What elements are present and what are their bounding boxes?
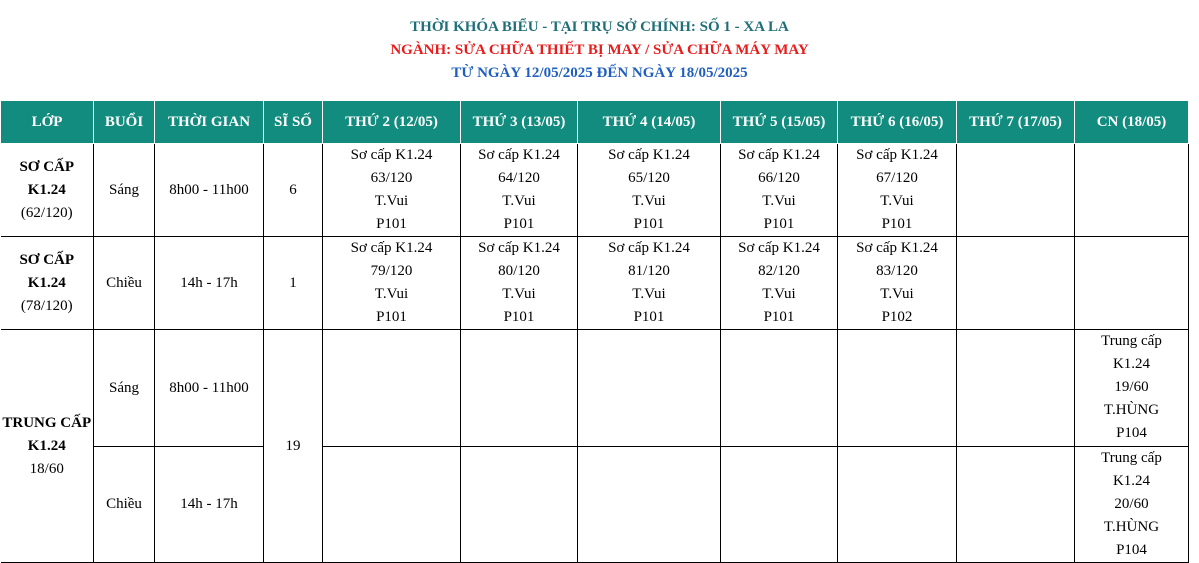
room: P104 — [1116, 542, 1147, 558]
room: P101 — [503, 309, 535, 325]
course-name: Sơ cấp K1.24 — [856, 240, 938, 256]
schedule-major: NGÀNH: SỬA CHỮA THIẾT BỊ MAY / SỬA CHỮA MÁY MAY — [390, 42, 809, 58]
class-count: (78/120) — [20, 297, 73, 314]
session-count: 79/120 — [370, 263, 413, 279]
teacher: T.Vui — [762, 193, 796, 209]
course-name: Trung cấp — [1101, 450, 1162, 466]
teacher: T.Vui — [880, 193, 914, 209]
col-header-sun: CN (18/05) — [1075, 101, 1189, 144]
teacher: T.Vui — [502, 193, 536, 209]
col-header-size: SĨ SỐ — [264, 101, 323, 144]
session-count: 81/120 — [628, 263, 670, 279]
room: P101 — [376, 309, 407, 325]
col-header-wed: THỨ 4 (14/05) — [578, 101, 721, 144]
day-cell-sat — [957, 330, 1075, 447]
table-row — [1, 447, 1189, 563]
day-cell-wed — [578, 330, 721, 447]
room: P101 — [376, 216, 407, 232]
header-row — [1, 101, 1189, 144]
teacher: T.Vui — [762, 286, 796, 302]
session-cell: Sáng — [94, 330, 155, 447]
size-cell: 1 — [264, 237, 323, 330]
room: P101 — [763, 309, 795, 325]
session-count: 83/120 — [876, 263, 918, 279]
day-cell-thu — [721, 144, 838, 237]
room: P101 — [881, 216, 913, 232]
day-cell-wed — [578, 447, 721, 563]
session-count: 63/120 — [370, 170, 413, 186]
day-cell-thu — [721, 237, 838, 330]
teacher: T.HÙNG — [1103, 519, 1160, 535]
course-name: Sơ cấp K1.24 — [856, 147, 938, 163]
day-cell-sun — [1075, 144, 1189, 237]
day-cell-wed — [578, 237, 721, 330]
class-name: SƠ CẤP K1.24 — [19, 158, 75, 198]
class-cell — [1, 330, 94, 563]
schedule-date-range: TỪ NGÀY 12/05/2025 ĐẾN NGÀY 18/05/2025 — [451, 65, 748, 81]
session-count: 82/120 — [758, 263, 800, 279]
session-count: 80/120 — [498, 263, 540, 279]
size-cell: 6 — [264, 144, 323, 237]
course-name: Sơ cấp K1.24 — [608, 147, 690, 163]
class-name: TRUNG CẤP K1.24 — [2, 414, 92, 454]
course-name: Sơ cấp K1.24 — [350, 147, 433, 163]
class-cell — [1, 237, 94, 330]
session-cell: Chiều — [94, 237, 155, 330]
time-cell: 8h00 - 11h00 — [155, 330, 264, 447]
room: P101 — [633, 216, 665, 232]
col-header-time: THỜI GIAN — [155, 101, 264, 144]
day-cell-sat — [957, 237, 1075, 330]
room: P104 — [1116, 425, 1147, 441]
session-count: 19/60 — [1114, 379, 1149, 395]
time-cell: 8h00 - 11h00 — [155, 144, 264, 237]
day-cell-sat — [957, 144, 1075, 237]
day-cell-wed — [578, 144, 721, 237]
day-cell-mon — [323, 237, 461, 330]
day-cell-fri — [838, 237, 957, 330]
day-cell-sun — [1075, 237, 1189, 330]
room: P101 — [763, 216, 795, 232]
teacher: T.Vui — [632, 193, 666, 209]
room: P101 — [503, 216, 535, 232]
course-name: Sơ cấp K1.24 — [738, 147, 820, 163]
class-name: SƠ CẤP K1.24 — [19, 251, 75, 291]
room: P101 — [633, 309, 665, 325]
teacher: T.Vui — [502, 286, 536, 302]
day-cell-fri — [838, 144, 957, 237]
course-name: Sơ cấp K1.24 — [478, 147, 560, 163]
col-header-thu: THỨ 5 (15/05) — [721, 101, 838, 144]
session-cell: Chiều — [94, 447, 155, 563]
class-count: 18/60 — [29, 460, 64, 477]
room: P102 — [881, 309, 913, 325]
day-cell-sun — [1075, 330, 1189, 447]
day-cell-thu — [721, 330, 838, 447]
course-name: Trung cấp — [1101, 333, 1162, 349]
course-name: Sơ cấp K1.24 — [350, 240, 433, 256]
day-cell-sat — [957, 447, 1075, 563]
day-cell-mon — [323, 447, 461, 563]
day-cell-mon — [323, 330, 461, 447]
course-name: Sơ cấp K1.24 — [478, 240, 560, 256]
table-row — [1, 144, 1189, 237]
teacher: T.Vui — [374, 193, 409, 209]
class-cell — [1, 144, 94, 237]
course-name: Sơ cấp K1.24 — [608, 240, 690, 256]
course-name: Sơ cấp K1.24 — [738, 240, 820, 256]
session-count: 65/120 — [628, 170, 670, 186]
size-cell: 19 — [264, 330, 323, 563]
session-count: 66/120 — [758, 170, 800, 186]
time-cell: 14h - 17h — [155, 447, 264, 563]
table-row — [1, 330, 1189, 447]
day-cell-fri — [838, 447, 957, 563]
teacher: T.Vui — [880, 286, 914, 302]
table-row — [1, 237, 1189, 330]
col-header-class: LỚP — [1, 101, 94, 144]
day-cell-thu — [721, 447, 838, 563]
day-cell-tue — [461, 144, 578, 237]
session-cell: Sáng — [94, 144, 155, 237]
day-cell-tue — [461, 330, 578, 447]
session-count: 20/60 — [1114, 496, 1149, 512]
teacher: T.HÙNG — [1103, 402, 1160, 418]
day-cell-sun — [1075, 447, 1189, 563]
col-header-mon: THỨ 2 (12/05) — [323, 101, 461, 144]
schedule-title: THỜI KHÓA BIỂU - TẠI TRỤ SỞ CHÍNH: SỐ 1 - XA LA — [410, 19, 789, 35]
session-count: 64/120 — [498, 170, 540, 186]
time-cell: 14h - 17h — [155, 237, 264, 330]
teacher: T.Vui — [374, 286, 409, 302]
class-count: (62/120) — [20, 204, 73, 221]
col-header-session: BUỔI — [94, 101, 155, 144]
course-code: K1.24 — [1112, 356, 1151, 372]
course-code: K1.24 — [1112, 473, 1151, 489]
day-cell-tue — [461, 447, 578, 563]
col-header-sat: THỨ 7 (17/05) — [957, 101, 1075, 144]
day-cell-tue — [461, 237, 578, 330]
session-count: 67/120 — [876, 170, 918, 186]
col-header-fri: THỨ 6 (16/05) — [838, 101, 957, 144]
day-cell-mon — [323, 144, 461, 237]
day-cell-fri — [838, 330, 957, 447]
timetable — [0, 101, 1189, 563]
teacher: T.Vui — [632, 286, 666, 302]
col-header-tue: THỨ 3 (13/05) — [461, 101, 578, 144]
